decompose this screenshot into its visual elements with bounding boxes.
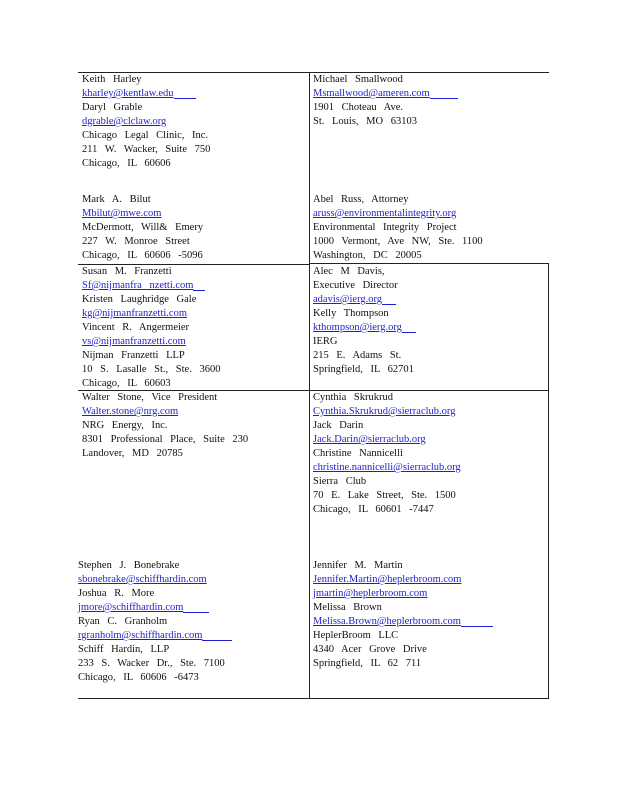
- contact-cell-right: [313, 73, 458, 129]
- contact-line: [78, 615, 232, 629]
- link-underline-extension: [402, 321, 416, 333]
- contact-text: Daryl Grable: [82, 102, 143, 113]
- contact-cell-left: [82, 73, 210, 171]
- contact-text: McDermott, Will& Emery: [82, 222, 204, 233]
- contact-text: Nijman Franzetti LLP: [82, 350, 185, 361]
- contact-text: Chicago Legal Clinic, Inc.: [82, 130, 209, 141]
- email-link[interactable]: christine.nannicelli@sierraclub.org: [313, 462, 461, 473]
- contact-line: [313, 349, 416, 363]
- contact-line: [313, 629, 493, 643]
- link-underline-extension: [382, 293, 396, 305]
- contact-cell-left: [82, 391, 248, 461]
- contact-text: Stephen J. Bonebrake: [78, 560, 180, 571]
- contact-cell-left: [78, 559, 232, 685]
- email-line: [82, 405, 248, 419]
- contact-text: Ryan C. Granholm: [78, 616, 168, 627]
- contact-line: [82, 193, 203, 207]
- email-line: [78, 573, 232, 587]
- contact-text: Vincent R. Angermeier: [82, 322, 190, 333]
- email-link[interactable]: Jack.Darin@sierraclub.org: [313, 434, 426, 445]
- email-line: [82, 279, 220, 293]
- contact-line: [82, 129, 210, 143]
- link-underline-extension: [461, 615, 493, 627]
- email-link[interactable]: dgrable@clclaw.org: [82, 116, 167, 127]
- contact-text: 1901 Choteau Ave.: [313, 102, 404, 113]
- contact-text: Executive Director: [313, 280, 398, 291]
- contact-text: 4340 Acer Grove Drive: [313, 644, 427, 655]
- contact-text: Walter Stone, Vice President: [82, 392, 218, 403]
- contact-text: Melissa Brown: [313, 602, 382, 613]
- contact-text: Landover, MD 20785: [82, 448, 183, 459]
- contact-line: [313, 419, 461, 433]
- email-link[interactable]: Jennifer.Martin@heplerbroom.com: [313, 574, 462, 585]
- contact-line: [82, 349, 220, 363]
- email-link[interactable]: adavis@ierg.org: [313, 294, 383, 305]
- contact-text: Kelly Thompson: [313, 308, 389, 319]
- contact-line: [82, 221, 203, 235]
- email-link[interactable]: jmartin@heplerbroom.com: [313, 588, 428, 599]
- link-underline-extension: [202, 629, 232, 641]
- contact-cell-right: [313, 193, 483, 263]
- contact-line: [82, 73, 210, 87]
- contact-cell-right: [313, 391, 461, 517]
- email-link[interactable]: kthompson@ierg.org: [313, 322, 402, 333]
- email-line: [313, 461, 461, 475]
- contact-line: [313, 335, 416, 349]
- contact-text: Christine Nannicelli: [313, 448, 403, 459]
- contact-line: [82, 249, 203, 263]
- right-border-middle: [548, 263, 549, 390]
- email-line: [313, 405, 461, 419]
- contact-cell-right: [313, 559, 493, 671]
- contact-text: 1000 Vermont, Ave NW, Ste. 1100: [313, 236, 483, 247]
- contact-text: Michael Smallwood: [313, 74, 403, 85]
- contact-text: HeplerBroom LLC: [313, 630, 399, 641]
- contact-text: 211 W. Wacker, Suite 750: [82, 144, 211, 155]
- contact-line: [82, 419, 248, 433]
- contact-line: [313, 265, 416, 279]
- contact-text: 227 W. Monroe Street: [82, 236, 190, 247]
- email-link[interactable]: Sf@nijmanfra nzetti.com: [82, 280, 194, 291]
- contact-text: Chicago, IL 60606: [82, 158, 171, 169]
- contact-line: [82, 391, 248, 405]
- contact-line: [82, 293, 220, 307]
- contact-line: [82, 363, 220, 377]
- contact-line: [82, 143, 210, 157]
- contact-line: [82, 447, 248, 461]
- contact-text: Joshua R. More: [78, 588, 155, 599]
- contact-text: Washington, DC 20005: [313, 250, 422, 261]
- contact-text: Schiff Hardin, LLP: [78, 644, 170, 655]
- email-line: [78, 601, 232, 615]
- contact-line: [313, 235, 483, 249]
- contact-cell-right: [313, 265, 416, 377]
- email-line: [82, 115, 210, 129]
- contact-line: [313, 503, 461, 517]
- link-underline-extension: [430, 87, 458, 99]
- contact-text: Jack Darin: [313, 420, 364, 431]
- row-divider-right: [310, 263, 549, 264]
- contact-text: Chicago, IL 60603: [82, 378, 171, 389]
- contact-line: [313, 73, 458, 87]
- contact-line: [313, 115, 458, 129]
- contact-text: St. Louis, MO 63103: [313, 116, 417, 127]
- email-link[interactable]: Msmallwood@ameren.com: [313, 88, 430, 99]
- email-line: [313, 587, 493, 601]
- email-line: [82, 87, 210, 101]
- email-link[interactable]: vs@nijmanfranzetti.com: [82, 336, 186, 347]
- email-line: [313, 573, 493, 587]
- contact-line: [82, 101, 210, 115]
- email-link[interactable]: rgranholm@schiffhardin.com: [78, 630, 203, 641]
- email-link[interactable]: jmore@schiffhardin.com: [78, 602, 184, 613]
- email-line: [78, 629, 232, 643]
- contact-line: [78, 559, 232, 573]
- email-link[interactable]: aruss@environmentalintegrity.org: [313, 208, 457, 219]
- email-link[interactable]: Cynthia.Skrukrud@sierraclub.org: [313, 406, 456, 417]
- right-border-bottom: [548, 390, 549, 698]
- contact-line: [313, 279, 416, 293]
- email-link[interactable]: kg@nijmanfranzetti.com: [82, 308, 188, 319]
- contact-text: Abel Russ, Attorney: [313, 194, 409, 205]
- contact-line: [78, 657, 232, 671]
- contact-text: Environmental Integrity Project: [313, 222, 457, 233]
- contact-text: Mark A. Bilut: [82, 194, 151, 205]
- email-line: [313, 207, 483, 221]
- contact-line: [78, 671, 232, 685]
- contact-line: [313, 601, 493, 615]
- email-link[interactable]: sbonebrake@schiffhardin.com: [78, 574, 207, 585]
- table-bottom-border: [78, 698, 549, 699]
- contact-cell-left: [82, 193, 203, 263]
- contact-text: Springfield, IL 62701: [313, 364, 414, 375]
- contact-text: 8301 Professional Place, Suite 230: [82, 434, 249, 445]
- link-underline-extension: [174, 87, 196, 99]
- link-underline-extension: [183, 601, 209, 613]
- email-line: [313, 433, 461, 447]
- contact-line: [313, 643, 493, 657]
- contact-text: Chicago, IL 60606 -6473: [78, 672, 199, 683]
- contact-line: [313, 391, 461, 405]
- contact-line: [313, 447, 461, 461]
- contact-text: Chicago, IL 60606 -5096: [82, 250, 203, 261]
- contact-text: Keith Harley: [82, 74, 142, 85]
- contact-line: [313, 307, 416, 321]
- link-underline-extension: [193, 279, 205, 291]
- contact-text: Springfield, IL 62 711: [313, 658, 422, 669]
- contact-text: 233 S. Wacker Dr., Ste. 7100: [78, 658, 225, 669]
- contact-line: [78, 587, 232, 601]
- email-line: [313, 87, 458, 101]
- contact-text: Jennifer M. Martin: [313, 560, 403, 571]
- contact-text: Chicago, IL 60601 -7447: [313, 504, 434, 515]
- contact-line: [313, 249, 483, 263]
- contact-text: 215 E. Adams St.: [313, 350, 402, 361]
- email-line: [313, 293, 416, 307]
- contact-line: [78, 643, 232, 657]
- email-line: [82, 307, 220, 321]
- contact-line: [313, 489, 461, 503]
- contact-line: [313, 559, 493, 573]
- column-divider: [309, 72, 310, 698]
- contact-line: [82, 433, 248, 447]
- contact-text: 70 E. Lake Street, Ste. 1500: [313, 490, 456, 501]
- contact-line: [313, 475, 461, 489]
- contact-line: [82, 235, 203, 249]
- contact-line: [82, 321, 220, 335]
- email-line: [313, 615, 493, 629]
- email-line: [313, 321, 416, 335]
- contact-line: [313, 221, 483, 235]
- contact-line: [313, 363, 416, 377]
- email-link[interactable]: Melissa.Brown@heplerbroom.com: [313, 616, 461, 627]
- email-link[interactable]: Walter.stone@nrg.com: [82, 406, 179, 417]
- email-link[interactable]: kharley@kentlaw.edu: [82, 88, 174, 99]
- contact-text: Susan M. Franzetti: [82, 266, 172, 277]
- contact-line: [313, 193, 483, 207]
- contact-text: Alec M Davis,: [313, 266, 385, 277]
- email-link[interactable]: Mbilut@mwe.com: [82, 208, 162, 219]
- email-line: [82, 207, 203, 221]
- contact-text: NRG Energy, Inc.: [82, 420, 168, 431]
- contact-line: [82, 265, 220, 279]
- contact-line: [313, 101, 458, 115]
- contact-text: IERG: [313, 336, 338, 347]
- contact-cell-left: [82, 265, 220, 391]
- contact-text: Kristen Laughridge Gale: [82, 294, 197, 305]
- contact-text: 10 S. Lasalle St., Ste. 3600: [82, 364, 221, 375]
- email-line: [82, 335, 220, 349]
- contact-line: [82, 377, 220, 391]
- contact-line: [313, 657, 493, 671]
- contact-line: [82, 157, 210, 171]
- contact-text: Cynthia Skrukrud: [313, 392, 393, 403]
- contact-text: Sierra Club: [313, 476, 367, 487]
